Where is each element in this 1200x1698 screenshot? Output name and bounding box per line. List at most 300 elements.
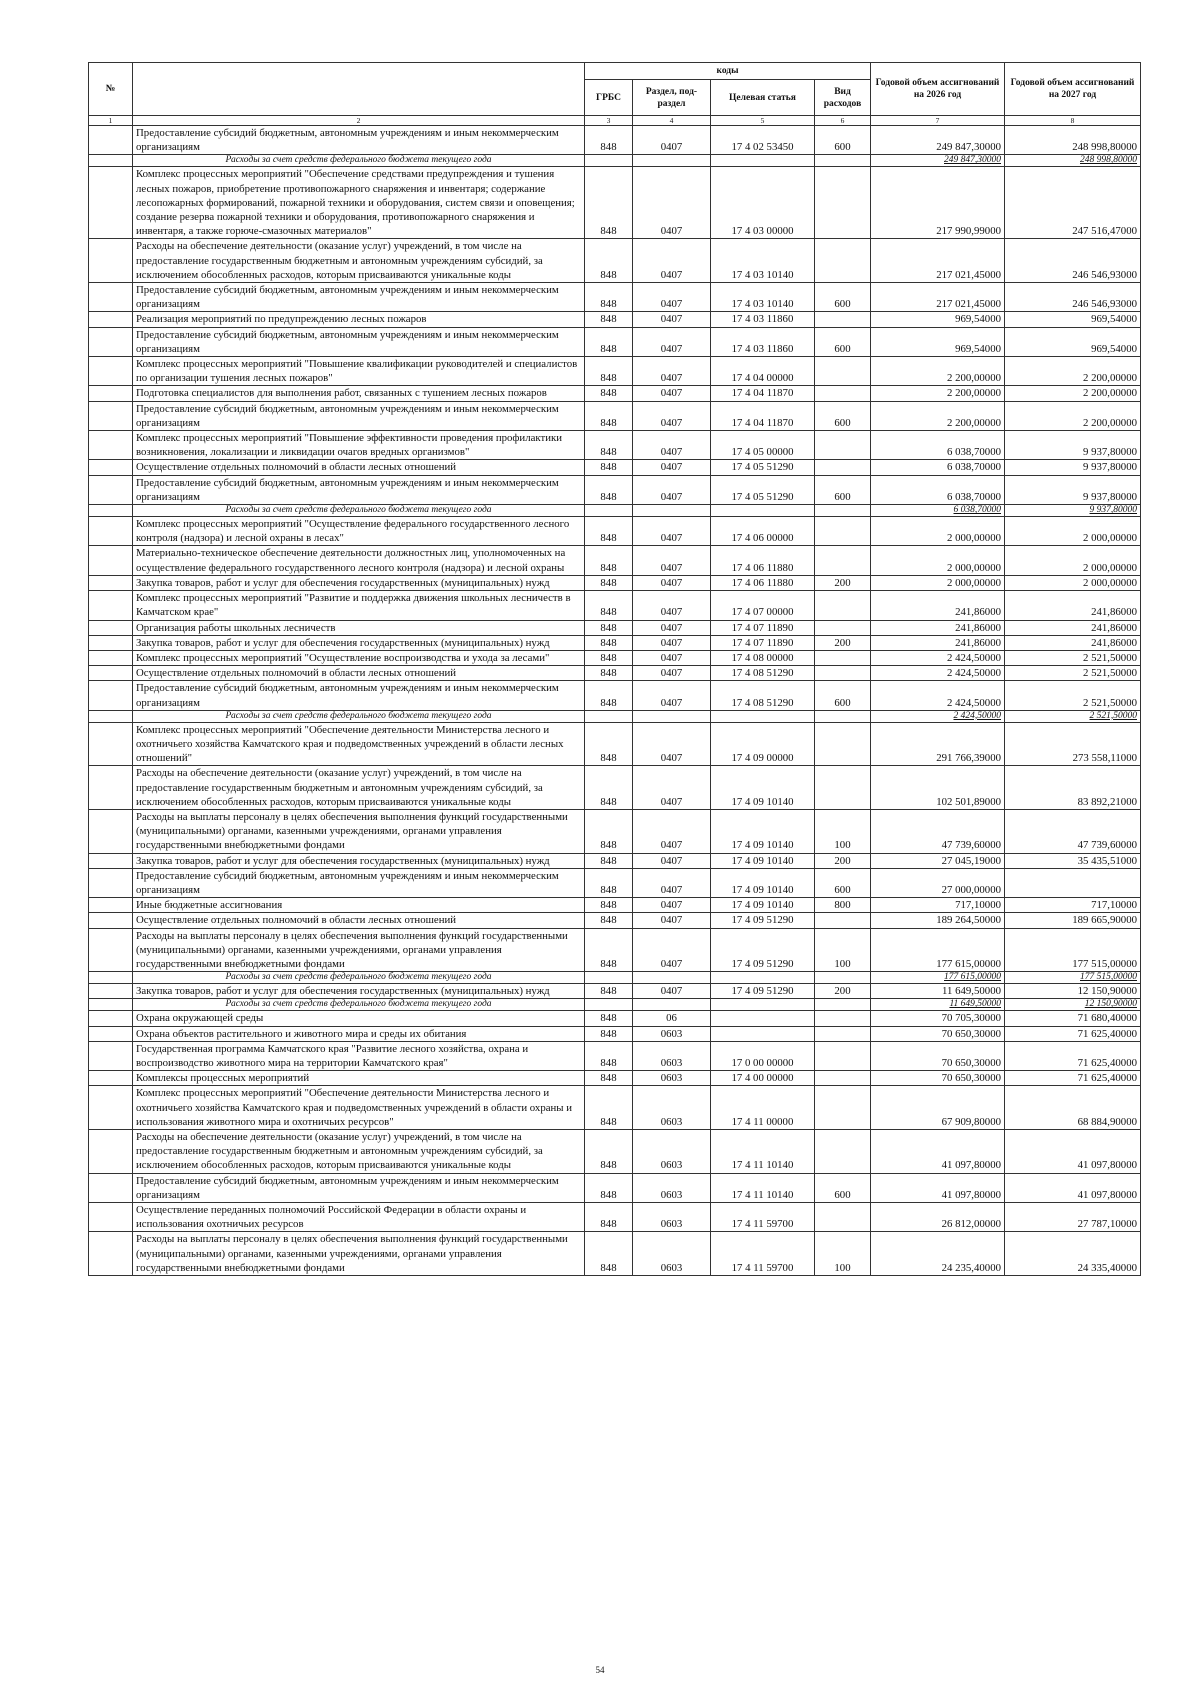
row-number [89,327,133,356]
row-amount-2027: 41 097,80000 [1005,1173,1141,1202]
row-grbs: 848 [585,283,633,312]
row-number [89,650,133,665]
row-grbs: 848 [585,386,633,401]
header-num: № [89,63,133,116]
row-number [89,635,133,650]
row-target-article: 17 4 03 10140 [711,283,815,312]
row-name: Закупка товаров, работ и услуг для обеспечения государственных (муниципальных) нужд [133,635,585,650]
row-amount-2027: 12 150,90000 [1005,984,1141,999]
table-row [89,1203,1141,1232]
row-amount-2027: 71 680,40000 [1005,1011,1141,1026]
federal-funds-row [89,505,1141,517]
row-amount-2027: 717,10000 [1005,898,1141,913]
colnum: 7 [871,116,1005,126]
table-row [89,913,1141,928]
row-number [89,999,133,1011]
row-amount-2026: 2 424,50000 [871,681,1005,710]
row-section: 0603 [633,1203,711,1232]
row-amount-2026: 249 847,30000 [871,126,1005,155]
row-section: 0407 [633,666,711,681]
row-amount-2027: 177 515,00000 [1005,928,1141,972]
table-row [89,327,1141,356]
row-grbs [585,155,633,167]
row-target-article: 17 4 03 11860 [711,312,815,327]
row-expense-kind [815,1086,871,1130]
row-target-article [711,710,815,722]
row-name: Материально-техническое обеспечение деятельности должностных лиц, уполномоченных на осуществление федерального государственного лесного контроля (надзора) и лесной охраны [133,546,585,575]
row-amount-2026: 217 021,45000 [871,239,1005,283]
colnum: 5 [711,116,815,126]
row-expense-kind [815,517,871,546]
colnum: 4 [633,116,711,126]
row-name: Предоставление субсидий бюджетным, автономным учреждениям и иным некоммерческим организациям [133,475,585,504]
row-section: 0407 [633,928,711,972]
row-grbs: 848 [585,1130,633,1174]
row-expense-kind [815,1203,871,1232]
row-name: Расходы за счет средств федерального бюджета текущего года [133,972,585,984]
row-amount-2026: 41 097,80000 [871,1173,1005,1202]
row-expense-kind [815,546,871,575]
row-name: Осуществление отдельных полномочий в области лесных отношений [133,913,585,928]
row-amount-2027: 2 200,00000 [1005,401,1141,430]
row-amount-2027: 247 516,47000 [1005,167,1141,239]
row-grbs: 848 [585,898,633,913]
row-amount-2027: 71 625,40000 [1005,1071,1141,1086]
row-amount-2026: 47 739,60000 [871,809,1005,853]
row-grbs: 848 [585,327,633,356]
colnum: 2 [133,116,585,126]
row-number [89,1026,133,1041]
table-row [89,312,1141,327]
row-target-article: 17 4 06 00000 [711,517,815,546]
row-name: Комплекс процессных мероприятий "Обеспечение деятельности Министерства лесного и охотничьего хозяйства Камчатского края и подведомственных учреждений в области лесных отношений" [133,722,585,766]
row-expense-kind [815,591,871,620]
row-section: 0603 [633,1232,711,1276]
row-name: Реализация мероприятий по предупреждению лесных пожаров [133,312,585,327]
row-amount-2026: 2 000,00000 [871,517,1005,546]
row-name: Комплекс процессных мероприятий "Осуществление воспроизводства и ухода за лесами" [133,650,585,665]
row-target-article: 17 4 08 51290 [711,681,815,710]
row-expense-kind [815,460,871,475]
table-row [89,1130,1141,1174]
row-name: Закупка товаров, работ и услуг для обеспечения государственных (муниципальных) нужд [133,853,585,868]
row-name: Предоставление субсидий бюджетным, автономным учреждениям и иным некоммерческим организациям [133,283,585,312]
row-target-article: 17 4 09 10140 [711,853,815,868]
row-amount-2026: 6 038,70000 [871,505,1005,517]
row-grbs [585,505,633,517]
row-expense-kind [815,155,871,167]
row-amount-2026: 70 650,30000 [871,1041,1005,1070]
table-row [89,460,1141,475]
row-amount-2027: 248 998,80000 [1005,155,1141,167]
row-expense-kind [815,431,871,460]
row-name: Предоставление субсидий бюджетным, автономным учреждениям и иным некоммерческим организациям [133,1173,585,1202]
row-amount-2026: 11 649,50000 [871,999,1005,1011]
row-name: Расходы на выплаты персоналу в целях обеспечения выполнения функций государственными (муниципальными) органами, казенными учреждениями, органами управления государственными внебюджетными фондами [133,1232,585,1276]
row-amount-2027: 969,54000 [1005,327,1141,356]
row-target-article: 17 4 05 00000 [711,431,815,460]
row-amount-2027: 2 521,50000 [1005,710,1141,722]
row-expense-kind: 600 [815,401,871,430]
row-amount-2026: 27 000,00000 [871,868,1005,897]
row-grbs: 848 [585,666,633,681]
row-number [89,1203,133,1232]
row-expense-kind [815,666,871,681]
row-amount-2026: 2 424,50000 [871,710,1005,722]
row-grbs: 848 [585,431,633,460]
row-name: Расходы на выплаты персоналу в целях обеспечения выполнения функций государственными (муниципальными) органами, казенными учреждениями, органами управления государственными внебюджетными фондами [133,809,585,853]
row-expense-kind [815,766,871,810]
row-amount-2026: 2 200,00000 [871,357,1005,386]
table-row [89,401,1141,430]
row-section: 0603 [633,1130,711,1174]
row-amount-2026: 217 990,99000 [871,167,1005,239]
row-amount-2027: 9 937,80000 [1005,460,1141,475]
row-number [89,1232,133,1276]
table-row [89,1011,1141,1026]
row-target-article: 17 4 09 10140 [711,809,815,853]
row-amount-2026: 177 615,00000 [871,928,1005,972]
table-row [89,722,1141,766]
row-grbs [585,710,633,722]
row-grbs: 848 [585,312,633,327]
row-target-article [711,155,815,167]
row-target-article: 17 4 09 10140 [711,898,815,913]
row-section: 0407 [633,475,711,504]
row-section: 0407 [633,620,711,635]
row-number [89,898,133,913]
row-target-article [711,972,815,984]
row-section: 0603 [633,1041,711,1070]
row-expense-kind: 100 [815,809,871,853]
row-expense-kind: 600 [815,126,871,155]
row-amount-2027: 35 435,51000 [1005,853,1141,868]
row-number [89,1130,133,1174]
row-section: 0407 [633,591,711,620]
row-number [89,928,133,972]
row-grbs: 848 [585,575,633,590]
row-target-article: 17 4 03 10140 [711,239,815,283]
federal-funds-row [89,710,1141,722]
row-grbs: 848 [585,517,633,546]
row-section: 0603 [633,1026,711,1041]
row-grbs: 848 [585,546,633,575]
row-target-article: 17 4 09 51290 [711,928,815,972]
row-section: 0407 [633,766,711,810]
row-target-article: 17 4 09 10140 [711,766,815,810]
row-target-article: 17 4 03 00000 [711,167,815,239]
row-grbs: 848 [585,401,633,430]
row-name: Иные бюджетные ассигнования [133,898,585,913]
row-amount-2027: 68 884,90000 [1005,1086,1141,1130]
row-grbs [585,999,633,1011]
row-grbs: 848 [585,809,633,853]
row-amount-2027: 246 546,93000 [1005,283,1141,312]
row-name: Осуществление переданных полномочий Российской Федерации в области охраны и использования охотничьих ресурсов [133,1203,585,1232]
header-kind: Вид расходов [815,80,871,116]
row-name: Расходы за счет средств федерального бюджета текущего года [133,155,585,167]
row-name: Расходы за счет средств федерального бюджета текущего года [133,710,585,722]
row-grbs: 848 [585,620,633,635]
row-expense-kind: 600 [815,283,871,312]
row-amount-2026: 969,54000 [871,327,1005,356]
row-amount-2027: 189 665,90000 [1005,913,1141,928]
row-name: Комплекс процессных мероприятий "Осуществление федерального государственного лесного контроля (надзора) и лесной охраны в лесах" [133,517,585,546]
row-number [89,505,133,517]
row-target-article: 17 4 02 53450 [711,126,815,155]
row-amount-2026: 11 649,50000 [871,984,1005,999]
row-section: 0407 [633,868,711,897]
row-amount-2027: 2 200,00000 [1005,386,1141,401]
row-grbs: 848 [585,1026,633,1041]
row-section: 0407 [633,635,711,650]
table-row [89,666,1141,681]
row-name: Расходы за счет средств федерального бюджета текущего года [133,505,585,517]
page-number: 54 [595,1665,605,1675]
row-grbs [585,972,633,984]
row-section: 0407 [633,722,711,766]
row-section: 0407 [633,517,711,546]
row-name: Предоставление субсидий бюджетным, автономным учреждениям и иным некоммерческим организациям [133,868,585,897]
row-expense-kind: 600 [815,1173,871,1202]
row-target-article: 17 4 00 00000 [711,1071,815,1086]
row-target-article: 17 4 09 10140 [711,868,815,897]
row-number [89,868,133,897]
row-number [89,766,133,810]
row-number [89,575,133,590]
row-name: Предоставление субсидий бюджетным, автономным учреждениям и иным некоммерческим организациям [133,126,585,155]
row-expense-kind [815,386,871,401]
row-number [89,431,133,460]
row-target-article: 17 4 07 11890 [711,635,815,650]
row-amount-2027: 2 521,50000 [1005,666,1141,681]
row-amount-2026: 67 909,80000 [871,1086,1005,1130]
row-expense-kind [815,1071,871,1086]
row-amount-2027: 47 739,60000 [1005,809,1141,853]
row-section: 0603 [633,1086,711,1130]
table-row [89,1232,1141,1276]
row-grbs: 848 [585,475,633,504]
row-expense-kind: 800 [815,898,871,913]
row-target-article: 17 4 04 11870 [711,386,815,401]
row-amount-2026: 241,86000 [871,635,1005,650]
table-row [89,283,1141,312]
federal-funds-row [89,999,1141,1011]
row-number [89,809,133,853]
row-grbs: 848 [585,167,633,239]
row-amount-2027: 9 937,80000 [1005,431,1141,460]
table-row [89,126,1141,155]
row-amount-2027: 24 335,40000 [1005,1232,1141,1276]
row-target-article: 17 4 07 00000 [711,591,815,620]
row-section: 0407 [633,386,711,401]
row-grbs: 848 [585,928,633,972]
row-name: Комплекс процессных мероприятий "Развитие и поддержка движения школьных лесничеств в Камчатском крае" [133,591,585,620]
row-name: Государственная программа Камчатского края "Развитие лесного хозяйства, охрана и воспроизводство животного мира на территории Камчатского края" [133,1041,585,1070]
row-number [89,620,133,635]
row-number [89,1041,133,1070]
row-number [89,155,133,167]
row-grbs: 848 [585,853,633,868]
row-grbs: 848 [585,984,633,999]
row-target-article: 17 4 09 51290 [711,913,815,928]
budget-table-sheet [88,62,1140,1276]
row-section: 0407 [633,809,711,853]
row-target-article [711,505,815,517]
row-name: Комплексы процессных мероприятий [133,1071,585,1086]
row-expense-kind [815,999,871,1011]
row-amount-2027: 2 000,00000 [1005,575,1141,590]
row-target-article: 17 4 05 51290 [711,460,815,475]
row-expense-kind: 200 [815,853,871,868]
row-expense-kind: 200 [815,984,871,999]
row-amount-2027: 2 521,50000 [1005,650,1141,665]
row-section: 0603 [633,1173,711,1202]
row-name: Закупка товаров, работ и услуг для обеспечения государственных (муниципальных) нужд [133,984,585,999]
row-expense-kind [815,1130,871,1174]
row-section [633,972,711,984]
row-amount-2026: 249 847,30000 [871,155,1005,167]
row-section [633,155,711,167]
row-grbs: 848 [585,239,633,283]
row-expense-kind: 200 [815,635,871,650]
row-grbs: 848 [585,1011,633,1026]
row-section: 0407 [633,357,711,386]
row-name: Организация работы школьных лесничеств [133,620,585,635]
table-row [89,1071,1141,1086]
row-amount-2026: 2 000,00000 [871,546,1005,575]
row-amount-2027: 241,86000 [1005,635,1141,650]
table-row [89,575,1141,590]
header-name [133,63,585,116]
row-name: Расходы на выплаты персоналу в целях обеспечения выполнения функций государственными (муниципальными) органами, казенными учреждениями, органами управления государственными внебюджетными фондами [133,928,585,972]
row-section [633,505,711,517]
row-grbs: 848 [585,1203,633,1232]
table-body [89,126,1141,1276]
row-target-article: 17 4 03 11860 [711,327,815,356]
row-amount-2027: 41 097,80000 [1005,1130,1141,1174]
row-amount-2026: 6 038,70000 [871,475,1005,504]
row-grbs: 848 [585,1071,633,1086]
row-expense-kind: 600 [815,681,871,710]
row-amount-2026: 70 650,30000 [871,1026,1005,1041]
row-amount-2026: 717,10000 [871,898,1005,913]
table-row [89,928,1141,972]
row-target-article: 17 4 08 00000 [711,650,815,665]
table-row [89,984,1141,999]
row-expense-kind [815,1026,871,1041]
row-target-article: 17 4 11 59700 [711,1232,815,1276]
row-amount-2027: 241,86000 [1005,620,1141,635]
table-row [89,1086,1141,1130]
row-name: Осуществление отдельных полномочий в области лесных отношений [133,666,585,681]
row-section: 0407 [633,575,711,590]
row-target-article: 17 4 09 00000 [711,722,815,766]
row-amount-2027: 2 521,50000 [1005,681,1141,710]
row-target-article [711,1026,815,1041]
row-section: 0407 [633,853,711,868]
table-row [89,475,1141,504]
row-number [89,126,133,155]
row-number [89,853,133,868]
row-expense-kind [815,620,871,635]
row-section: 0603 [633,1071,711,1086]
row-name: Предоставление субсидий бюджетным, автономным учреждениям и иным некоммерческим организациям [133,401,585,430]
row-amount-2027: 9 937,80000 [1005,505,1141,517]
row-target-article: 17 4 09 51290 [711,984,815,999]
row-name: Расходы за счет средств федерального бюджета текущего года [133,999,585,1011]
row-number [89,913,133,928]
row-amount-2026: 70 650,30000 [871,1071,1005,1086]
row-expense-kind [815,722,871,766]
row-grbs: 848 [585,650,633,665]
row-section: 0407 [633,401,711,430]
row-section: 0407 [633,126,711,155]
row-number [89,710,133,722]
row-grbs: 848 [585,126,633,155]
header-vol-2027: Годовой объем ассигнований на 2027 год [1005,63,1141,116]
row-grbs: 848 [585,591,633,620]
table-row [89,591,1141,620]
colnum: 6 [815,116,871,126]
row-number [89,984,133,999]
row-target-article [711,1011,815,1026]
row-name: Расходы на обеспечение деятельности (оказание услуг) учреждений, в том числе на предоставление государственным бюджетным и автономным учреждениям субсидий, за исключением обособленных расходов, которым присваиваются уникальные коды [133,766,585,810]
row-expense-kind: 200 [815,575,871,590]
row-grbs: 848 [585,1232,633,1276]
row-expense-kind [815,972,871,984]
row-expense-kind: 600 [815,475,871,504]
row-number [89,666,133,681]
table-row [89,681,1141,710]
row-name: Комплекс процессных мероприятий "Обеспечение средствами предупреждения и тушения лесных пожаров, приобретение противопожарного снаряжения и инвентаря; содержание лесопожарных формирований, пожарной техники и оборудования, систем связи и оповещения; создание резерва пожарной техники и оборудования, противопожарного снаряжения и инвентаря, а также горюче-смазочных материалов" [133,167,585,239]
row-amount-2027: 273 558,11000 [1005,722,1141,766]
row-amount-2026: 189 264,50000 [871,913,1005,928]
row-amount-2026: 2 200,00000 [871,401,1005,430]
table-row [89,546,1141,575]
row-amount-2026: 27 045,19000 [871,853,1005,868]
row-section: 0407 [633,898,711,913]
row-section: 06 [633,1011,711,1026]
row-amount-2026: 2 424,50000 [871,666,1005,681]
row-section: 0407 [633,681,711,710]
row-grbs: 848 [585,913,633,928]
header-vol-2026: Годовой объем ассигнований на 2026 год [871,63,1005,116]
row-expense-kind [815,913,871,928]
row-target-article: 17 4 08 51290 [711,666,815,681]
header-codes: коды [585,63,871,80]
row-name: Подготовка специалистов для выполнения работ, связанных с тушением лесных пожаров [133,386,585,401]
row-name: Комплекс процессных мероприятий "Повышение эффективности проведения профилактики возникновения, локализации и ликвидации очагов вредных организмов" [133,431,585,460]
row-expense-kind [815,650,871,665]
row-amount-2026: 2 200,00000 [871,386,1005,401]
table-row [89,766,1141,810]
table-row [89,357,1141,386]
federal-funds-row [89,972,1141,984]
row-number [89,517,133,546]
row-amount-2027: 27 787,10000 [1005,1203,1141,1232]
row-section: 0407 [633,984,711,999]
row-section: 0407 [633,239,711,283]
colnum: 8 [1005,116,1141,126]
row-name: Комплекс процессных мероприятий "Повышение квалификации руководителей и специалистов по организации тушения лесных пожаров" [133,357,585,386]
row-name: Предоставление субсидий бюджетным, автономным учреждениям и иным некоммерческим организациям [133,327,585,356]
colnum: 3 [585,116,633,126]
row-amount-2027: 9 937,80000 [1005,475,1141,504]
table-row [89,620,1141,635]
row-expense-kind [815,312,871,327]
row-expense-kind [815,167,871,239]
